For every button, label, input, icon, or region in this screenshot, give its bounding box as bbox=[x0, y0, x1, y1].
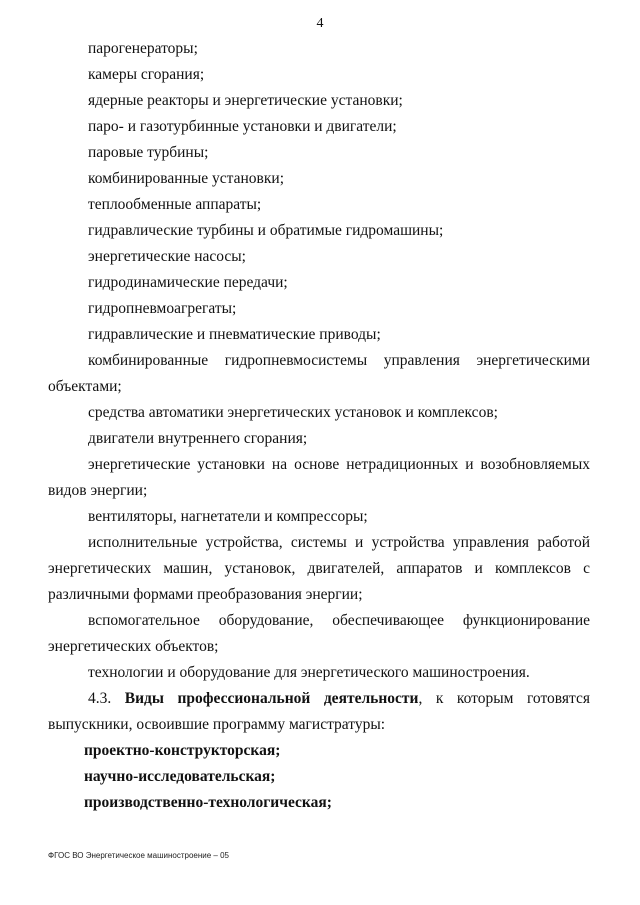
list-item: паровые турбины; bbox=[88, 144, 209, 161]
list-item: вентиляторы, нагнетатели и компрессоры; bbox=[88, 508, 368, 525]
list-item: гидравлические и пневматические приводы; bbox=[88, 326, 381, 343]
list-item: технологии и оборудование для энергетического машиностроения. bbox=[88, 664, 530, 681]
activity-type: научно-исследовательская; bbox=[84, 768, 276, 785]
activity-type: проектно-конструкторская; bbox=[84, 742, 281, 759]
list-item: гидропневмоагрегаты; bbox=[88, 300, 237, 317]
list-item: парогенераторы; bbox=[88, 40, 198, 57]
list-item: средства автоматики энергетических установок и комплексов; bbox=[88, 404, 498, 421]
list-item: теплообменные аппараты; bbox=[88, 196, 262, 213]
list-item: камеры сгорания; bbox=[88, 66, 205, 83]
list-item: энергетические установки на основе нетрадиционных и возобновляемых видов энергии; bbox=[48, 456, 590, 499]
list-item: вспомогательное оборудование, обеспечивающее функционирование энергетических объектов; bbox=[48, 612, 590, 655]
list-item: комбинированные установки; bbox=[88, 170, 284, 187]
section-title: Виды профессиональной деятельности bbox=[124, 690, 419, 707]
list-item: ядерные реакторы и энергетические установки; bbox=[88, 92, 403, 109]
list-item: исполнительные устройства, системы и устройства управления работой энергетических машин, установок, двигателей, аппаратов и комплексов с различными формами преобразования энергии; bbox=[48, 534, 590, 603]
footer: ФГОС ВО Энергетическое машиностроение – 05 bbox=[48, 851, 229, 860]
section-number: 4.3. bbox=[88, 690, 112, 707]
activity-type: производственно-технологическая; bbox=[84, 794, 332, 811]
list-item: энергетические насосы; bbox=[88, 248, 246, 265]
list-item: двигатели внутреннего сгорания; bbox=[88, 430, 308, 447]
list-item: гидравлические турбины и обратимые гидромашины; bbox=[88, 222, 444, 239]
list-item: гидродинамические передачи; bbox=[88, 274, 288, 291]
page-number: 4 bbox=[316, 16, 324, 31]
list-item: комбинированные гидропневмосистемы управления энергетическими объектами; bbox=[48, 352, 590, 395]
document-body bbox=[48, 36, 590, 816]
section-text: , к которым готовятся выпускники, освоившие программу магистратуры: bbox=[48, 690, 591, 733]
section-paragraph bbox=[48, 686, 590, 738]
list-item: паро- и газотурбинные установки и двигатели; bbox=[88, 118, 397, 135]
